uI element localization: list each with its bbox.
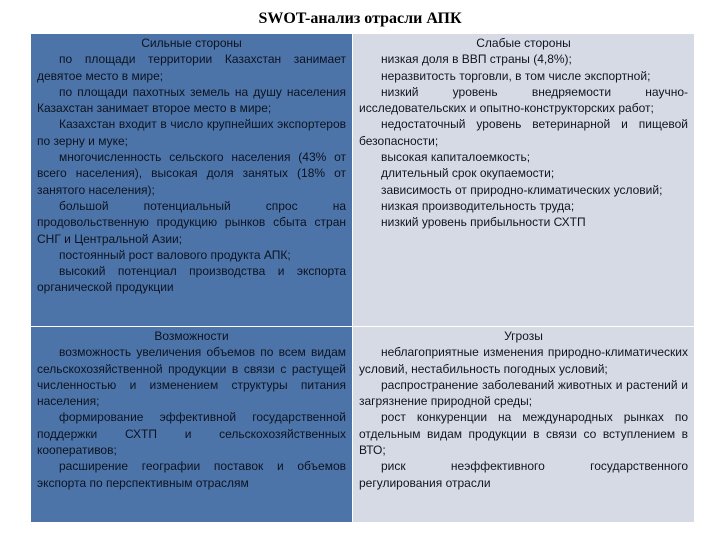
- weaknesses-cell: [353, 34, 695, 327]
- list-item: по площади пахотных земель на душу населения Казахстан занимает второе место в мире;: [37, 84, 346, 116]
- list-item: многочисленность сельского населения (43% от всего населения), высокая доля занятых (18% от занятого населения);: [37, 150, 346, 197]
- opportunities-list: [37, 344, 346, 491]
- list-item: постоянный рост валового продукта АПК;: [59, 247, 291, 262]
- strengths-list: [37, 51, 346, 295]
- list-item: неразвитость торговли, в том числе экспортной;: [381, 68, 651, 83]
- list-item: расширение географии поставок и объемов экспорта по перспективным отраслям: [37, 459, 346, 490]
- opportunities-cell: [31, 327, 353, 523]
- threats-list: [359, 344, 688, 491]
- list-item: зависимость от природно-климатических условий;: [381, 182, 663, 197]
- threats-header: Угрозы: [504, 329, 543, 343]
- page-title: SWOT-анализ отрасли АПК: [258, 10, 462, 27]
- threats-cell: [353, 327, 695, 523]
- list-item: большой потенциальный спрос на продовольственную продукцию рынков сбыта стран СНГ и Центральной Азии;: [37, 198, 346, 246]
- swot-row-external: [31, 327, 695, 523]
- weaknesses-header: Слабые стороны: [476, 36, 571, 50]
- strengths-cell: [31, 34, 353, 327]
- list-item: низкая производительность труда;: [381, 198, 575, 213]
- list-item: неблагоприятные изменения природно-климатических условий, нестабильность погодных условий;: [359, 345, 688, 376]
- list-item: недостаточный уровень ветеринарной и пищевой безопасности;: [359, 117, 688, 148]
- list-item: высокая капиталоемкость;: [381, 150, 531, 165]
- list-item: риск неэффективного государственного регулирования отрасли: [359, 459, 688, 490]
- list-item: низкий уровень внедряемости научно-исследовательских и опытно-конструкторских работ;: [359, 84, 688, 116]
- list-item: распространение заболеваний животных и растений и загрязнение природной среды;: [359, 377, 688, 409]
- swot-table: [30, 33, 695, 523]
- list-item: длительный срок окупаемости;: [381, 166, 555, 181]
- opportunities-header: Возможности: [154, 329, 229, 343]
- strengths-header: Сильные стороны: [141, 36, 242, 50]
- swot-row-internal: [31, 34, 695, 327]
- list-item: формирование эффективной государственной поддержки СХТП и сельскохозяйственных кооперативов;: [37, 410, 346, 458]
- weaknesses-list: [359, 51, 688, 230]
- list-item: рост конкуренции на международных рынках по отдельным видам продукции в связи со вступлением в ВТО;: [359, 410, 688, 458]
- list-item: по площади территории Казахстан занимает девятое место в мире;: [37, 52, 346, 83]
- list-item: возможность увеличения объемов по всем видам сельскохозяйственной продукции в связи с растущей численностью и изменением структуры питания населения;: [37, 345, 346, 409]
- list-item: низкий уровень прибыльности СХТП: [381, 215, 586, 230]
- list-item: Казахстан входит в число крупнейших экспортеров по зерну и муке;: [37, 117, 346, 148]
- list-item: низкая доля в ВВП страны (4,8%);: [381, 52, 572, 67]
- list-item: высокий потенциал производства и экспорта органической продукции: [37, 264, 346, 295]
